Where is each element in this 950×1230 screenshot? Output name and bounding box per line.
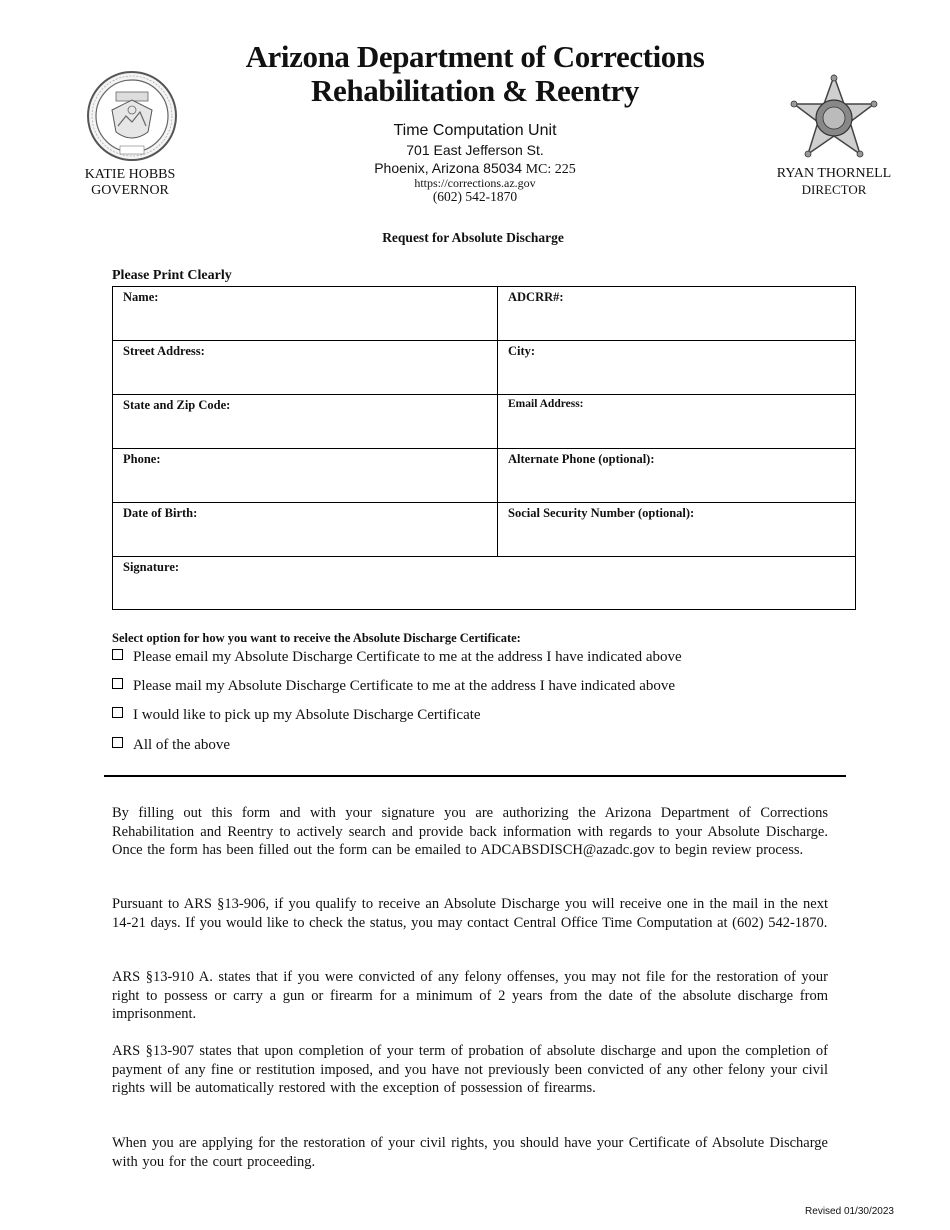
delivery-options-heading: Select option for how you want to receive the Absolute Discharge Certificate: bbox=[112, 631, 521, 645]
form-row bbox=[113, 557, 855, 611]
option-label: All of the above bbox=[133, 737, 231, 753]
form-row bbox=[113, 287, 855, 341]
street-address-label: Street Address: bbox=[123, 344, 205, 358]
ars-13-910-paragraph: ARS §13-910 A. states that if you were convicted of any felony offenses, you may not file for the restoration of your right to possess or carry a gun or firearm for a minimum of 2 years from the date of the absolute discharge from imprisonment. bbox=[112, 969, 828, 1022]
governor-name: KATIE HOBBS bbox=[84, 167, 176, 182]
director-name: RYAN THORNELL bbox=[776, 166, 892, 181]
checkbox-icon[interactable] bbox=[112, 678, 123, 689]
alternate-phone-field[interactable] bbox=[498, 449, 855, 502]
alternate-phone-label: Alternate Phone (optional): bbox=[508, 452, 655, 466]
option-all-of-above[interactable] bbox=[112, 737, 230, 754]
option-label: Please email my Absolute Discharge Certificate to me at the address I have indicated above bbox=[133, 649, 682, 665]
date-of-birth-field[interactable] bbox=[113, 503, 498, 556]
signature-label: Signature: bbox=[123, 560, 180, 574]
email-address-label: Email Address: bbox=[508, 398, 584, 410]
option-label: I would like to pick up my Absolute Discharge Certificate bbox=[133, 707, 481, 723]
unit-name: Time Computation Unit bbox=[393, 122, 557, 139]
unit-street: 701 East Jefferson St. bbox=[406, 142, 544, 158]
state-zip-field[interactable] bbox=[113, 395, 498, 448]
email-address-field[interactable] bbox=[498, 395, 855, 448]
form-row bbox=[113, 449, 855, 503]
checkbox-icon[interactable] bbox=[112, 707, 123, 718]
checkbox-icon[interactable] bbox=[112, 737, 123, 748]
form-row bbox=[113, 503, 855, 557]
form-row bbox=[113, 395, 855, 449]
ars-13-907-paragraph: ARS §13-907 states that upon completion of your term of probation of absolute discharge and upon the completion of payment of any fine or restitution imposed, and you have not previously been convicted of any other felony your civil rights will be automatically restored with the exception of possession of firearms. bbox=[112, 1043, 828, 1096]
print-clearly-instruction: Please Print Clearly bbox=[112, 268, 232, 283]
ars-13-906-paragraph: Pursuant to ARS §13-906, if you qualify to receive an Absolute Discharge you will receive one in the mail in the next 14-21 days. If you would like to check the status, you may contact Central Office Time Computation at (602) 542-1870. bbox=[112, 896, 828, 931]
signature-field[interactable] bbox=[113, 557, 855, 611]
unit-website: https://corrections.az.gov bbox=[414, 176, 536, 190]
adcrr-label: ADCRR#: bbox=[508, 290, 564, 304]
section-divider bbox=[104, 775, 846, 777]
unit-phone: (602) 542-1870 bbox=[432, 189, 518, 204]
adcrr-number-field[interactable] bbox=[498, 287, 855, 340]
option-email-certificate[interactable] bbox=[112, 649, 682, 666]
name-field[interactable] bbox=[113, 287, 498, 340]
name-label: Name: bbox=[123, 290, 159, 304]
city-label: City: bbox=[508, 344, 536, 358]
unit-mail-code: MC: 225 bbox=[525, 162, 576, 177]
arizona-state-seal-logo bbox=[86, 70, 178, 162]
ssn-label: Social Security Number (optional): bbox=[508, 506, 695, 520]
phone-label: Phone: bbox=[123, 452, 161, 466]
state-zip-label: State and Zip Code: bbox=[123, 398, 231, 412]
date-of-birth-label: Date of Birth: bbox=[123, 506, 198, 520]
authorization-paragraph: By filling out this form and with your signature you are authorizing the Arizona Department of Corrections Rehabilitation and Reentry to actively search and provide back information with regards to your Absolute Discharge. Once the form has been filled out the form can be emailed to ADCABSDISCH@azadc.gov to begin review process. bbox=[112, 805, 828, 858]
form-row bbox=[113, 341, 855, 395]
checkbox-icon[interactable] bbox=[112, 649, 123, 660]
revision-date: Revised 01/30/2023 bbox=[805, 1206, 894, 1217]
phone-field[interactable] bbox=[113, 449, 498, 502]
governor-title: GOVERNOR bbox=[91, 183, 169, 198]
street-address-field[interactable] bbox=[113, 341, 498, 394]
director-title: DIRECTOR bbox=[801, 182, 867, 197]
page-title-line1: Arizona Department of Corrections bbox=[245, 39, 705, 74]
applicant-info-table bbox=[112, 286, 856, 610]
option-pickup-certificate[interactable] bbox=[112, 707, 481, 724]
form-heading: Request for Absolute Discharge bbox=[382, 230, 564, 245]
unit-city-state-zip: Phoenix, Arizona 85034 bbox=[374, 160, 523, 176]
option-label: Please mail my Absolute Discharge Certificate to me at the address I have indicated above bbox=[133, 678, 676, 694]
ssn-field[interactable] bbox=[498, 503, 855, 556]
option-mail-certificate[interactable] bbox=[112, 678, 675, 695]
corrections-badge-star-logo bbox=[788, 74, 880, 166]
city-field[interactable] bbox=[498, 341, 855, 394]
civil-rights-paragraph: When you are applying for the restoration of your civil rights, you should have your Certificate of Absolute Discharge with you for the court proceeding. bbox=[112, 1135, 828, 1170]
page-title-line2: Rehabilitation & Reentry bbox=[311, 73, 639, 108]
